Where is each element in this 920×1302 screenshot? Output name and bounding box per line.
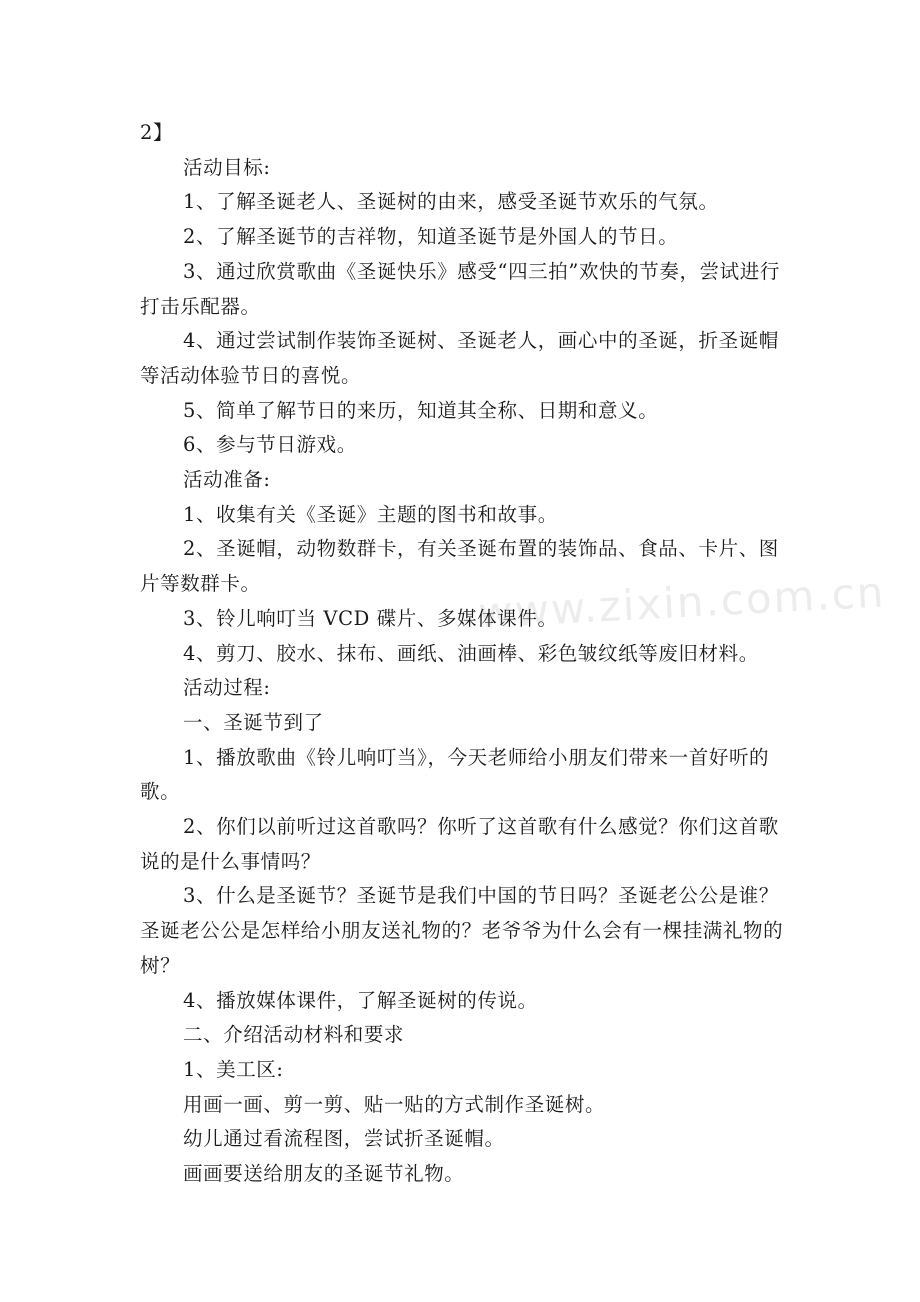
paragraph: 2、了解圣诞节的吉祥物，知道圣诞节是外国人的节日。 — [183, 225, 679, 249]
paragraph: 二、介绍活动材料和要求 — [183, 1023, 405, 1047]
paragraph: 1、收集有关《圣诞》主题的图书和故事。 — [183, 502, 558, 526]
paragraph: 用画一画、剪一剪、贴一贴的方式制作圣诞树。 — [183, 1092, 606, 1116]
paragraph: 画画要送给朋友的圣诞节礼物。 — [183, 1162, 465, 1186]
paragraph: 2、你们以前听过这首歌吗？你听了这首歌有什么感觉？你们这首歌说的是什么事情吗？ — [140, 815, 779, 873]
paragraph: 1、播放歌曲《铃儿响叮当》，今天老师给小朋友们带来一首好听的歌。 — [140, 745, 770, 804]
paragraph: 3、铃儿响叮当 VCD 碟片、多媒体课件。 — [183, 606, 558, 630]
paragraph: 2、圣诞帽，动物数群卡，有关圣诞布置的装饰品、食品、卡片、图片等数群卡。 — [140, 537, 779, 596]
paragraph: 3、什么是圣诞节？圣诞节是我们中国的节日吗？圣诞老公公是谁？圣诞老公公是怎样给小朋友送礼物的？老爷爷为什么会有一棵挂满礼物的树？ — [140, 884, 784, 977]
paragraph: 1、美工区: — [183, 1057, 284, 1081]
paragraph: 4、播放媒体课件，了解圣诞树的传说。 — [183, 988, 538, 1012]
document-body — [140, 116, 790, 1192]
paragraph: 1、了解圣诞老人、圣诞树的由来，感受圣诞节欢乐的气氛。 — [183, 190, 719, 214]
paragraph: 4、剪刀、胶水、抹布、画纸、油画棒、彩色皱纹纸等废旧材料。 — [183, 641, 759, 665]
paragraph: 3、通过欣赏歌曲《圣诞快乐》感受“四三拍”欢快的节奏，尝试进行打击乐配器。 — [140, 259, 780, 318]
paragraph: 一、圣诞节到了 — [183, 710, 324, 734]
paragraph: 活动目标: — [183, 155, 271, 179]
paragraph: 活动准备: — [183, 468, 271, 492]
paragraph: 4、通过尝试制作装饰圣诞树、圣诞老人，画心中的圣诞，折圣诞帽等活动体验节日的喜悦。 — [140, 329, 779, 387]
paragraph: 幼儿通过看流程图，尝试折圣诞帽。 — [183, 1127, 505, 1151]
paragraph: 5、简单了解节日的来历，知道其全称、日期和意义。 — [183, 398, 659, 422]
paragraph: 6、参与节日游戏。 — [183, 433, 357, 457]
header-fragment: 2】 — [140, 121, 174, 144]
watermark: www.zixin.com.cn — [476, 567, 887, 638]
paragraph: 活动过程: — [183, 676, 271, 700]
paragraph-list — [140, 151, 790, 1192]
